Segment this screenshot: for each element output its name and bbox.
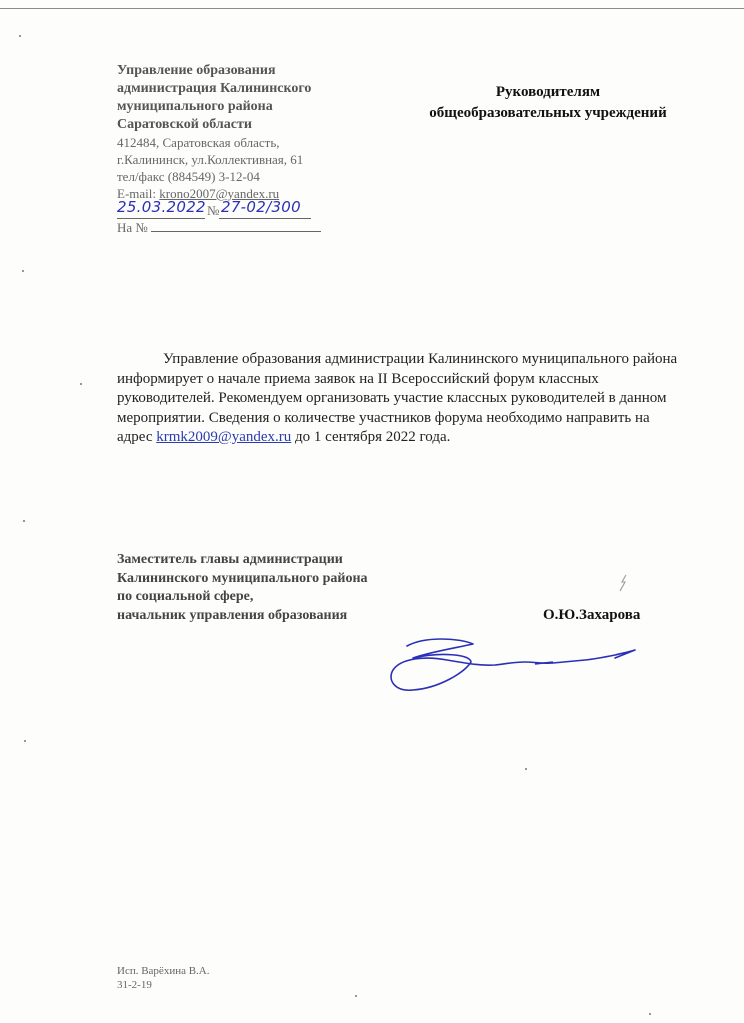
registration-no-label: № bbox=[207, 203, 220, 218]
scan-edge bbox=[0, 8, 744, 9]
addressee-line: общеобразовательных учреждений bbox=[429, 105, 667, 121]
executor-name: Исп. Варёхина В.А. bbox=[117, 965, 210, 977]
sender-org-line: Управление образования bbox=[117, 63, 276, 78]
sender-block bbox=[117, 62, 407, 236]
scan-speck bbox=[19, 35, 21, 37]
sender-email-link[interactable]: krono2007@yandex.ru bbox=[159, 186, 280, 201]
signer-title-line: начальник управления образования bbox=[117, 607, 348, 623]
addressee-line: Руководителям bbox=[495, 84, 601, 100]
scan-speck bbox=[649, 1013, 651, 1015]
reply-to-blank bbox=[151, 220, 321, 232]
body-paragraph bbox=[117, 350, 682, 448]
date-underline bbox=[117, 218, 205, 219]
scan-speck bbox=[525, 768, 527, 770]
executor-block bbox=[117, 964, 210, 992]
registration-date: 25.03.2022 bbox=[117, 198, 206, 216]
ink-mark-icon bbox=[612, 573, 632, 593]
registration-line bbox=[117, 198, 407, 219]
sender-org-line: администрация Калининского bbox=[117, 81, 312, 96]
sender-org-line: муниципального района bbox=[117, 99, 273, 114]
body-email-link[interactable]: krmk2009@yandex.ru bbox=[156, 429, 292, 445]
signer-title-line: Заместитель главы администрации bbox=[117, 552, 343, 567]
sender-email-label: E-mail: bbox=[117, 186, 160, 201]
addressee-block bbox=[410, 82, 686, 124]
handwritten-signature-icon bbox=[385, 632, 645, 702]
body-text-part: до 1 сентября 2022 года. bbox=[291, 429, 451, 445]
reply-to-label: На № bbox=[117, 220, 148, 235]
sender-address-line: 412484, Саратовская область, bbox=[117, 135, 280, 150]
scan-speck bbox=[355, 995, 357, 997]
sender-address-line: тел/факс (884549) 3-12-04 bbox=[117, 169, 260, 184]
signer-title-line: Калининского муниципального района bbox=[117, 570, 368, 586]
body-text-part: Управление образования администрации Калининского муниципального района информирует о начале приема заявок на II Всероссийский форум классных руководителей. Рекомендуем организовать участие классных руководителей в данном мероприятии. Сведения о количестве участников форума необходимо направить на адрес bbox=[117, 351, 678, 445]
letter-body bbox=[117, 350, 682, 448]
registration-number: 27-02/300 bbox=[221, 198, 301, 216]
scan-speck bbox=[22, 270, 24, 272]
reply-to-line bbox=[117, 219, 407, 236]
number-underline bbox=[219, 218, 311, 219]
sender-address-line: г.Калининск, ул.Коллективная, 61 bbox=[117, 152, 304, 167]
signer-title-line: по социальной сфере, bbox=[117, 589, 254, 604]
scan-speck bbox=[23, 520, 25, 522]
sender-org-line: Саратовской области bbox=[117, 117, 252, 132]
executor-phone: 31-2-19 bbox=[117, 979, 152, 991]
scan-speck bbox=[24, 740, 26, 742]
signer-title-block bbox=[117, 551, 447, 625]
signer-name: О.Ю.Захарова bbox=[543, 607, 641, 623]
scan-speck bbox=[80, 383, 82, 385]
